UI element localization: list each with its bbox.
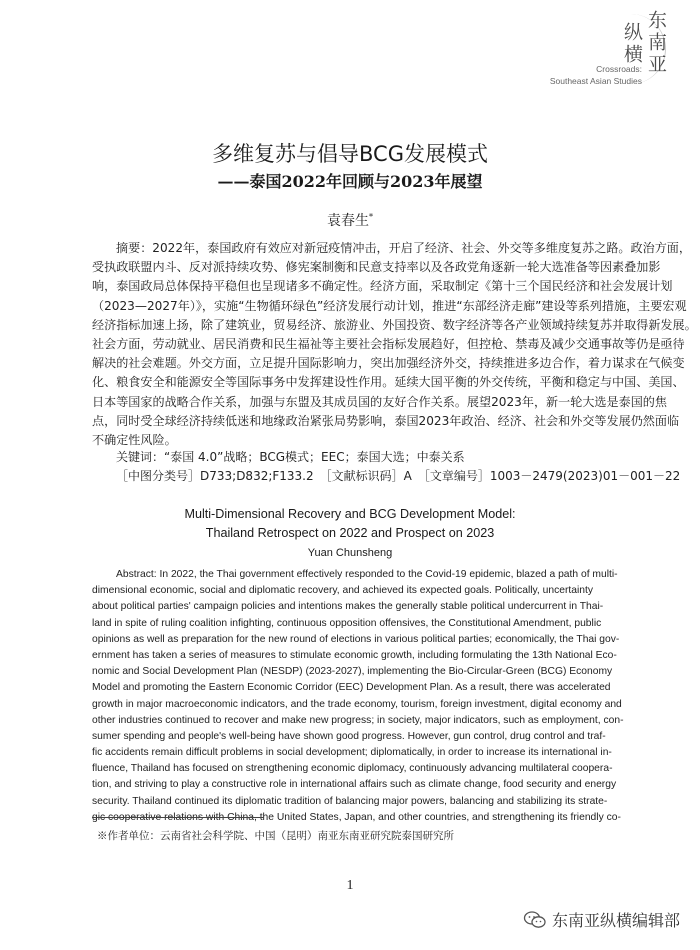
en-abstract-line: Abstract: In 2022, the Thai government effectively responded to the Covid-19 epidemic, blazed a path of multi-: [116, 569, 618, 580]
en-abstract-line: sumer spending and people's well-being have shown good progress. However, gun control, drug control and traf-: [92, 730, 606, 742]
article-author: [0, 210, 700, 230]
zh-abstract-line: 摘要：2022年，泰国政府有效应对新冠疫情冲击，开启了经济、社会、外交等多维度复苏之路。政治方面，: [116, 241, 691, 255]
en-abstract-line: opinions as well as preparation for the new round of elections in various political parties; economically, the Thai gov-: [92, 633, 620, 645]
zh-abstract-line: 日本等国家的战略合作关系，加强与东盟及其成员国的友好合作关系。展望2023年，新一轮大选是泰国的焦: [92, 394, 667, 409]
zh-abstract-line: 不确定性风险。: [92, 432, 177, 447]
article-title: 多维复苏与倡导BCG发展模式: [212, 142, 488, 166]
zh-abstract-line: 受执政联盟内斗、反对派持续攻势、修宪案制衡和民意支持率以及各政党角逐新一轮大选准备等因素叠加影: [92, 260, 661, 275]
en-abstract-line: tion, and striving to play a constructive role in international affairs such as climate change, food security and energy: [92, 779, 617, 791]
en-abstract-line: about political parties' campaign policies and intentions makes the generally stable political undercurrent in Thai-: [92, 601, 604, 613]
zh-abstract-line: 社会方面，劳动就业、居民消费和民生福祉等主要社会指标发展趋好，但控枪、禁毒及减少交通事故等仍是亟待: [92, 336, 685, 351]
journal-header: [0, 0, 700, 100]
wechat-icon: [524, 911, 546, 929]
author-affiliation-footnote: ※作者单位：云南省社会科学院、中国（昆明）南亚东南亚研究院泰国研究所: [97, 830, 454, 842]
header-en-line1: Crossroads:: [596, 64, 642, 74]
en-abstract-line: fic accidents remain difficult problems in social development; diplomatically, in order to increase its international in-: [92, 747, 612, 759]
header-english-name: [550, 63, 642, 87]
en-abstract-line: ernment has taken a series of measures to stimulate economic growth, including formulating the 13th National Eco-: [92, 649, 617, 661]
zh-abstract-line: 点，同时受全球经济持续低迷和地缘政治紧张局势影响，泰国2023年政治、经济、社会和外交等发展仍然面临: [92, 413, 680, 428]
english-author: Yuan Chunsheng: [307, 547, 393, 559]
watermark-text: 东南亚纵横编辑部: [551, 911, 680, 930]
en-abstract-line: land in spite of ruling coalition infighting, continuous opposition offensives, the Constitutional Amendment, public: [92, 617, 602, 629]
zh-abstract-line: 化、粮食安全和能源安全等国际事务中发挥建设性作用。延续大国平衡的外交传统，平衡和稳定与中国、美国、: [92, 375, 685, 390]
english-title-line1: Multi-Dimensional Recovery and BCG Development Model:: [184, 507, 516, 521]
keywords: 关键词：“泰国 4.0”战略；BCG模式；EEC；泰国大选；中泰关系: [116, 450, 465, 464]
chinese-abstract: [92, 239, 697, 450]
page-number: 1: [346, 878, 354, 893]
en-abstract-line: growth in major macroeconomic indicators, and the trade economy, tourism, foreign investment, digital economy and: [92, 698, 622, 710]
author-footnote-mark: *: [369, 212, 373, 222]
classification-codes: ［中图分类号］D733;D832;F133.2 ［文献标识码］A ［文章编号］1003－2479(2023)01－001－22: [116, 469, 681, 483]
en-abstract-line: fluence, Thailand has focused on strengthening economic diplomacy, continuously advancing multilateral coopera-: [92, 763, 613, 775]
article-subtitle: ——泰国2022年回顾与2023年展望: [217, 172, 483, 191]
zh-abstract-line: （2023—2027年）》，实施“生物循环绿色”经济发展行动计划，推进“东部经济走廊”建设等系列措施，主要宏观: [92, 298, 687, 313]
zh-abstract-line: 解决的社会难题。外交方面，立足提升国际影响力，突出加强经济外交，持续推进多边合作，着力谋求在气候变: [92, 356, 685, 371]
header-en-line2: Southeast Asian Studies: [549, 76, 642, 86]
author-name: 袁春生: [327, 213, 369, 229]
english-abstract: [92, 567, 632, 826]
wechat-watermark: [524, 908, 680, 931]
zh-abstract-line: 响，泰国政局总体保持平稳但也呈现诸多不确定性。经济方面，采取制定《第十三个国民经济和社会发展计划: [92, 279, 673, 294]
zh-abstract-line: 经济指标加速上扬，除了建筑业，贸易经济、旅游业、外国投资、数字经济等各产业领域持续复苏并取得新发展。: [92, 317, 697, 332]
en-abstract-line: security. Thailand continued its diplomatic tradition of balancing major powers, balancing and stabilizing its strate-: [92, 795, 608, 807]
en-abstract-line: nomic and Social Development Plan (NESDP) (2023-2027), implementing the Bio-Circular-Green (BCG) Economy: [92, 666, 613, 678]
en-abstract-line: gic cooperative relations with China, the United States, Japan, and other countries, and strengthening its friendly co-: [92, 811, 621, 823]
english-title-line2: Thailand Retrospect on 2022 and Prospect on 2023: [205, 526, 495, 540]
header-zh-col2: 东南亚: [645, 10, 667, 76]
en-abstract-line: dimensional economic, social and diplomatic recovery, and achieved its expected goals. Politically, uncertainty: [92, 585, 593, 597]
footnote-divider: [92, 817, 264, 818]
en-abstract-line: other industries continued to recover and make new progress; in society, major indicators, such as employment, con-: [92, 714, 624, 726]
en-abstract-line: Model and promoting the Eastern Economic Corridor (EEC) Development Plan. As a result, there was accelerated: [92, 682, 611, 694]
header-zh-col1: 纵横: [621, 22, 643, 66]
